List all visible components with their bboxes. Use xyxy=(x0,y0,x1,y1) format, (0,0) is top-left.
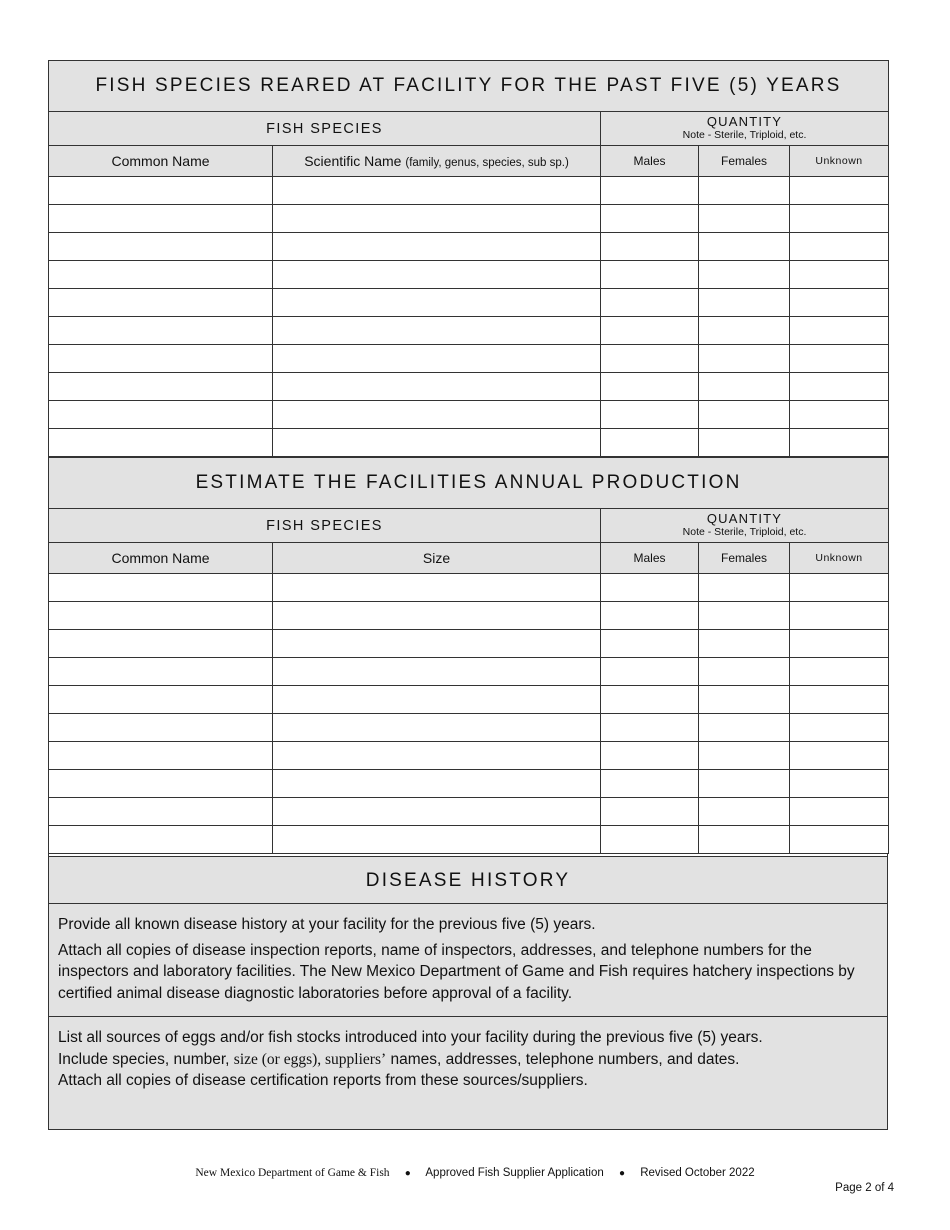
species-males-cell[interactable] xyxy=(601,177,699,205)
production-males-cell[interactable] xyxy=(601,658,699,686)
production-males-cell[interactable] xyxy=(601,630,699,658)
production-females-cell[interactable] xyxy=(699,658,790,686)
species-males-cell[interactable] xyxy=(601,373,699,401)
production-row xyxy=(49,686,889,714)
production-males-cell[interactable] xyxy=(601,770,699,798)
quantity-note: Note - Sterile, Triploid, etc. xyxy=(682,129,807,141)
fish-species-rows xyxy=(49,177,889,457)
sources-line3: Attach all copies of disease certification reports from these sources/suppliers. xyxy=(58,1072,588,1089)
species-males-cell[interactable] xyxy=(601,261,699,289)
fish-species-group-header xyxy=(49,112,601,146)
production-common-name-cell[interactable] xyxy=(49,630,273,658)
species-second-cell[interactable] xyxy=(273,429,601,457)
production-second-cell[interactable] xyxy=(273,798,601,826)
species-row xyxy=(49,317,889,345)
production-unknown-cell[interactable] xyxy=(790,630,889,658)
col-size: Size xyxy=(273,543,601,574)
col-females: Females xyxy=(699,146,790,177)
species-common-name-cell[interactable] xyxy=(49,289,273,317)
species-row xyxy=(49,373,889,401)
production-common-name-cell[interactable] xyxy=(49,798,273,826)
species-females-cell[interactable] xyxy=(699,177,790,205)
production-females-cell[interactable] xyxy=(699,686,790,714)
production-row xyxy=(49,658,889,686)
fish-species-label: FISH SPECIES xyxy=(266,120,383,137)
production-males-cell[interactable] xyxy=(601,574,699,602)
production-females-cell[interactable] xyxy=(699,826,790,854)
bullet-icon: ● xyxy=(404,1168,411,1179)
species-row xyxy=(49,401,889,429)
fish-species-table xyxy=(48,60,889,457)
species-common-name-cell[interactable] xyxy=(49,401,273,429)
sources-line1: List all sources of eggs and/or fish stocks introduced into your facility during the previous five (5) years. xyxy=(58,1029,763,1046)
disease-history-instructions xyxy=(48,903,888,1017)
species-unknown-cell[interactable] xyxy=(790,205,889,233)
production-row xyxy=(49,602,889,630)
production-unknown-cell[interactable] xyxy=(790,658,889,686)
production-row xyxy=(49,826,889,854)
production-common-name-cell[interactable] xyxy=(49,714,273,742)
production-females-cell[interactable] xyxy=(699,742,790,770)
col-unknown: Unknown xyxy=(790,146,889,177)
production-second-cell[interactable] xyxy=(273,714,601,742)
species-unknown-cell[interactable] xyxy=(790,345,889,373)
sources-line2: Include species, number, size (or eggs), suppliers’ names, addresses, telephone numbers, and dates. xyxy=(58,1050,740,1068)
production-males-cell[interactable] xyxy=(601,686,699,714)
disease-history-header xyxy=(48,856,888,905)
species-row xyxy=(49,177,889,205)
species-males-cell[interactable] xyxy=(601,401,699,429)
col-females-2: Females xyxy=(699,543,790,574)
species-second-cell[interactable] xyxy=(273,317,601,345)
species-females-cell[interactable] xyxy=(699,233,790,261)
production-unknown-cell[interactable] xyxy=(790,686,889,714)
production-row xyxy=(49,630,889,658)
production-males-cell[interactable] xyxy=(601,714,699,742)
species-unknown-cell[interactable] xyxy=(790,317,889,345)
production-second-cell[interactable] xyxy=(273,686,601,714)
quantity-group-header xyxy=(601,112,889,146)
production-common-name-cell[interactable] xyxy=(49,826,273,854)
species-females-cell[interactable] xyxy=(699,429,790,457)
annual-production-table xyxy=(48,457,889,854)
col-common-name-2: Common Name xyxy=(49,543,273,574)
production-females-cell[interactable] xyxy=(699,630,790,658)
species-common-name-cell[interactable] xyxy=(49,233,273,261)
species-males-cell[interactable] xyxy=(601,429,699,457)
species-unknown-cell[interactable] xyxy=(790,429,889,457)
species-row xyxy=(49,205,889,233)
production-second-cell[interactable] xyxy=(273,742,601,770)
production-unknown-cell[interactable] xyxy=(790,574,889,602)
production-second-cell[interactable] xyxy=(273,574,601,602)
species-row xyxy=(49,261,889,289)
species-unknown-cell[interactable] xyxy=(790,401,889,429)
production-females-cell[interactable] xyxy=(699,770,790,798)
production-males-cell[interactable] xyxy=(601,826,699,854)
col-unknown-2: Unknown xyxy=(790,543,889,574)
quantity-note-2: Note - Sterile, Triploid, etc. xyxy=(682,526,807,538)
production-females-cell[interactable] xyxy=(699,714,790,742)
col-common-name: Common Name xyxy=(49,146,273,177)
species-males-cell[interactable] xyxy=(601,205,699,233)
species-common-name-cell[interactable] xyxy=(49,177,273,205)
footer-revised: Revised October 2022 xyxy=(640,1167,755,1179)
page-number: Page 2 of 4 xyxy=(835,1182,894,1194)
disease-history-para1: Provide all known disease history at your facility for the previous five (5) years. xyxy=(58,916,596,933)
col-males: Males xyxy=(601,146,699,177)
production-second-cell[interactable] xyxy=(273,826,601,854)
species-common-name-cell[interactable] xyxy=(49,345,273,373)
species-common-name-cell[interactable] xyxy=(49,429,273,457)
page-footer xyxy=(0,1167,950,1179)
bullet-icon: ● xyxy=(618,1168,625,1179)
species-females-cell[interactable] xyxy=(699,373,790,401)
fish-species-group-header-2 xyxy=(49,509,601,543)
species-second-cell[interactable] xyxy=(273,233,601,261)
col-males-2: Males xyxy=(601,543,699,574)
production-common-name-cell[interactable] xyxy=(49,658,273,686)
species-males-cell[interactable] xyxy=(601,233,699,261)
species-row xyxy=(49,233,889,261)
col-scientific-name: Scientific Name (family, genus, species, sub sp.) xyxy=(273,146,601,177)
production-common-name-cell[interactable] xyxy=(49,574,273,602)
production-common-name-cell[interactable] xyxy=(49,742,273,770)
production-second-cell[interactable] xyxy=(273,602,601,630)
production-row xyxy=(49,742,889,770)
quantity-group-header-2 xyxy=(601,509,889,543)
species-second-cell[interactable] xyxy=(273,373,601,401)
footer-org: New Mexico Department of Game & Fish xyxy=(195,1167,390,1179)
species-second-cell[interactable] xyxy=(273,345,601,373)
species-females-cell[interactable] xyxy=(699,261,790,289)
species-row xyxy=(49,429,889,457)
species-males-cell[interactable] xyxy=(601,317,699,345)
production-unknown-cell[interactable] xyxy=(790,798,889,826)
production-row xyxy=(49,714,889,742)
production-common-name-cell[interactable] xyxy=(49,770,273,798)
sources-instructions xyxy=(48,1016,888,1130)
species-row xyxy=(49,345,889,373)
scientific-name-note: (family, genus, species, sub sp.) xyxy=(405,157,569,169)
species-second-cell[interactable] xyxy=(273,177,601,205)
production-females-cell[interactable] xyxy=(699,798,790,826)
production-second-cell[interactable] xyxy=(273,630,601,658)
production-second-cell[interactable] xyxy=(273,770,601,798)
species-common-name-cell[interactable] xyxy=(49,317,273,345)
species-common-name-cell[interactable] xyxy=(49,373,273,401)
production-common-name-cell[interactable] xyxy=(49,602,273,630)
species-females-cell[interactable] xyxy=(699,401,790,429)
species-unknown-cell[interactable] xyxy=(790,289,889,317)
section-title-annual-production: ESTIMATE THE FACILITIES ANNUAL PRODUCTION xyxy=(49,458,889,509)
production-unknown-cell[interactable] xyxy=(790,826,889,854)
species-unknown-cell[interactable] xyxy=(790,177,889,205)
production-second-cell[interactable] xyxy=(273,658,601,686)
species-second-cell[interactable] xyxy=(273,205,601,233)
production-unknown-cell[interactable] xyxy=(790,602,889,630)
fish-species-label-2: FISH SPECIES xyxy=(266,517,383,534)
production-row xyxy=(49,770,889,798)
production-females-cell[interactable] xyxy=(699,602,790,630)
production-females-cell[interactable] xyxy=(699,574,790,602)
section-title-fish-species: FISH SPECIES REARED AT FACILITY FOR THE PAST FIVE (5) YEARS xyxy=(49,61,889,112)
species-females-cell[interactable] xyxy=(699,317,790,345)
disease-history-para2: Attach all copies of disease inspection reports, name of inspectors, addresses, and telephone numbers for the inspectors and laboratory facilities. The New Mexico Department of Game and Fish requires hatchery inspections by certified animal disease diagnostic laboratories before approval of a facility. xyxy=(58,941,855,1002)
production-unknown-cell[interactable] xyxy=(790,714,889,742)
production-common-name-cell[interactable] xyxy=(49,686,273,714)
species-females-cell[interactable] xyxy=(699,205,790,233)
species-females-cell[interactable] xyxy=(699,345,790,373)
production-males-cell[interactable] xyxy=(601,798,699,826)
species-second-cell[interactable] xyxy=(273,261,601,289)
annual-production-rows xyxy=(49,574,889,854)
species-females-cell[interactable] xyxy=(699,289,790,317)
production-males-cell[interactable] xyxy=(601,602,699,630)
species-second-cell[interactable] xyxy=(273,289,601,317)
production-unknown-cell[interactable] xyxy=(790,770,889,798)
production-row xyxy=(49,574,889,602)
species-unknown-cell[interactable] xyxy=(790,233,889,261)
species-males-cell[interactable] xyxy=(601,345,699,373)
production-males-cell[interactable] xyxy=(601,742,699,770)
section-title-disease-history: DISEASE HISTORY xyxy=(49,857,888,905)
species-unknown-cell[interactable] xyxy=(790,373,889,401)
quantity-label: QUANTITY xyxy=(706,114,783,129)
species-second-cell[interactable] xyxy=(273,401,601,429)
species-row xyxy=(49,289,889,317)
species-males-cell[interactable] xyxy=(601,289,699,317)
species-common-name-cell[interactable] xyxy=(49,261,273,289)
production-row xyxy=(49,798,889,826)
production-unknown-cell[interactable] xyxy=(790,742,889,770)
footer-doc: Approved Fish Supplier Application xyxy=(425,1167,604,1179)
species-common-name-cell[interactable] xyxy=(49,205,273,233)
quantity-label-2: QUANTITY xyxy=(706,511,783,526)
species-unknown-cell[interactable] xyxy=(790,261,889,289)
